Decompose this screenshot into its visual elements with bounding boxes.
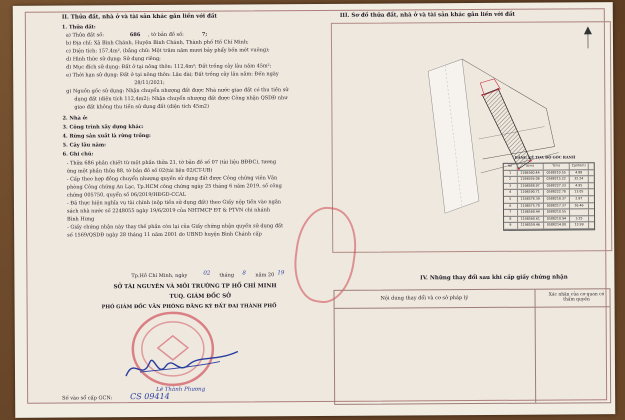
parcel-number: 686 <box>129 32 141 39</box>
coord-cell: 16.46 <box>570 203 589 209</box>
coord-cell <box>570 209 589 215</box>
coord-cell: 1198560.44 <box>517 170 543 176</box>
note-line: phòng Công chứng An Lạc, Tp.HCM công chứng ngày 25 tháng 6 năm 2019, số công <box>66 183 282 191</box>
usage-term-date: 28/11/2021; <box>134 79 165 87</box>
land-parcel-heading: 1. Thửa đất: <box>61 24 96 31</box>
coord-header-cell: Y(m) <box>544 163 570 169</box>
coord-header-cell: X(m) <box>517 164 543 170</box>
note-line: sách nhà nước số 2248055 ngày 19/6/2019 của NHTMCP ĐT & PTVN chi nhánh <box>66 207 271 215</box>
notes-heading: 6. Ghi chú: <box>62 151 94 158</box>
coord-cell: 0588214.00 <box>544 223 570 229</box>
coord-table-title: BẢNG KÊ TỌA ĐỘ GÓC RANH <box>514 155 576 160</box>
coord-cell: 5 <box>504 197 518 203</box>
issue-month: 8 <box>242 270 246 277</box>
coord-cell: 13.99 <box>570 223 589 229</box>
coord-cell: 0588210.55 <box>544 170 570 176</box>
coord-table <box>503 162 595 230</box>
issuing-agency: SỞ TÀI NGUYÊN VÀ MÔI TRƯỜNG TP HỒ CHÍ MINH <box>113 283 277 291</box>
usage-term: e) Thời hạn sử dụng: Đất ở tại nông thôn: Lâu dài; Đất trồng cây lâu năm: Đến ngày <box>66 71 279 79</box>
note-line: số 1569/QSDĐ ngày 28 tháng 11 năm 2001 do UBND huyện Bình Chánh cấp <box>67 231 262 239</box>
changes-table <box>333 288 611 405</box>
note-line: chứng 005750, quyển số 06/2019/HĐGD-CCAL <box>66 191 187 199</box>
parcel-label: a) Thửa đất số: <box>65 32 104 39</box>
coord-cell: 1198575.70 <box>518 203 544 209</box>
certificate-frame <box>25 8 607 404</box>
year-label: năm 20 <box>255 272 275 279</box>
note-line: Bình Hưng <box>67 216 95 223</box>
coord-header-cell: Số <box>504 164 518 170</box>
note-line: ứng một phần thửa 88, tờ bản đồ số 02(tài liệu 02/CT-UB) <box>66 167 213 175</box>
certificate-page <box>13 2 616 418</box>
coord-cell: 13.05 <box>570 190 589 196</box>
coord-cell: 2 <box>504 177 518 183</box>
parcel-address: b) Địa chỉ: Xã Bình Chánh, Huyện Bình Chánh, Thành phố Hồ Chí Minh; <box>65 39 249 47</box>
signer-name: Lê Thành Phương <box>156 386 206 393</box>
coord-cell: 8 <box>504 217 518 223</box>
coord-cell: 2.87 <box>570 196 589 202</box>
coord-cell: 0588218.37 <box>544 196 570 202</box>
serial-value: CS 09414 <box>130 391 170 402</box>
issue-year: 19 <box>277 270 285 277</box>
coord-cell: 1198559.46 <box>518 223 544 229</box>
coord-cell: 4 <box>504 190 518 196</box>
coord-cell: 3.25 <box>570 216 589 222</box>
date-line-prefix: Tp.Hồ Chí Minh, ngày <box>131 272 188 280</box>
map-sheet-number: 7; <box>201 31 208 38</box>
note-line: - Thửa 686 phân chiết từ một phần thửa 21, tờ bản đồ số 07 (tài liệu BĐĐC), tương <box>66 159 277 167</box>
map-sheet-label: , tờ bản đồ số: <box>147 31 184 39</box>
parcel-area: c) Diện tích: 157,4m², (bằng chữ: Một trăm năm mươi bảy phẩy bốn mét vuông); <box>66 47 270 55</box>
usage-origin-1: g) Nguồn gốc sử dụng: Nhận chuyển nhượng đất được Nhà nước giao đất có thu tiền sử <box>66 87 289 95</box>
month-label: tháng <box>219 272 235 279</box>
coord-cell: 1198559.08 <box>517 177 543 183</box>
coord-cell: 6 <box>504 203 518 209</box>
signer-title: PHÓ GIÁM ĐỐC VĂN PHÒNG ĐĂNG KÝ ĐẤT ĐAI THÀNH PHỐ <box>101 303 277 311</box>
other-construction-heading: 3. Công trình xây dựng khác: <box>62 124 144 131</box>
coord-cell: 4.88 <box>570 170 589 176</box>
perennial-trees-heading: 5. Cây lâu năm: <box>62 142 106 149</box>
coord-cell: 1198578.39 <box>518 197 544 203</box>
authorization-line: TUQ. GIÁM ĐỐC SỞ <box>169 293 231 300</box>
coord-cell: 9 <box>504 223 518 229</box>
changes-col-header-confirmation: Xác nhận của cơ quan có thẩm quyền <box>548 292 605 303</box>
coord-cell: 4.95 <box>570 183 589 189</box>
note-line: - Đã thực hiện nghĩa vụ tài chính (nộp tiền sử dụng đất) theo Giấy nộp tiền vào ngân <box>66 199 282 207</box>
coord-cell: 7 <box>504 210 518 216</box>
coord-cell: 1 <box>504 170 518 176</box>
coord-cell: 0588210.94 <box>544 216 570 222</box>
section-ii-title: II. Thửa đất, nhà ở và tài sản khác gắn liền với đất <box>61 13 217 21</box>
coord-cell: 0588227.33 <box>544 183 570 189</box>
usage-origin-2: dụng đất (diện tích 112,4m2); Nhận chuyển nhượng đất được Công nhận QSDĐ như <box>74 95 288 103</box>
section-iv-title: IV. Những thay đổi sau khi cấp giấy chứng nhận <box>420 274 568 282</box>
coord-cell: 1198560.44 <box>518 210 544 216</box>
usage-form: d) Hình thức sử dụng: Sử dụng riêng; <box>66 55 161 63</box>
issue-day: 02 <box>203 270 211 277</box>
coord-cell: 0588210.55 <box>544 210 570 216</box>
changes-col-header-content: Nội dung thay đổi và cơ sở pháp lý <box>380 295 469 302</box>
usage-purpose: đ) Mục đích sử dụng: Đất ở tại nông thôn: 112,4m²; Đất trồng cây lâu năm 45m²; <box>66 63 272 71</box>
coord-cell: 0588222.70 <box>544 190 570 196</box>
house-heading: 2. Nhà ở: <box>62 115 88 122</box>
section-iii-title: III. Sơ đồ thửa đất, nhà ở và tài sản khác gắn liền với đất <box>339 11 515 19</box>
note-line: - Cấp theo hợp đồng chuyển nhượng quyền sử dụng đất được Công chứng viên Văn <box>66 175 278 183</box>
coord-cell: 3 <box>504 184 518 190</box>
parcel-map-box <box>331 21 612 253</box>
coord-cell: 1198588.97 <box>517 183 543 189</box>
coord-cell: 0588215.22 <box>544 177 570 183</box>
coord-cell: 1198560.61 <box>518 216 544 222</box>
coord-cell: 0588217.37 <box>544 203 570 209</box>
usage-origin-3: giao đất không thu tiền sử dụng đất (diện tích 45m2) <box>74 103 210 111</box>
coord-header-cell: Cạnh(m) <box>570 163 589 169</box>
coord-row <box>504 223 594 230</box>
serial-label: Số vào sổ cấp GCN: <box>62 395 113 402</box>
changes-section <box>333 273 611 405</box>
signature-icon <box>120 341 250 392</box>
planted-forest-heading: 4. Rừng sản xuất là rừng trồng: <box>62 132 151 140</box>
note-line: - Giấy chứng nhận này thay thế phần còn lại của Giấy chứng nhận quyền sử dụng đất <box>67 223 284 231</box>
coord-cell: 1198590.71 <box>517 190 543 196</box>
coord-cell: 32.24 <box>570 177 589 183</box>
